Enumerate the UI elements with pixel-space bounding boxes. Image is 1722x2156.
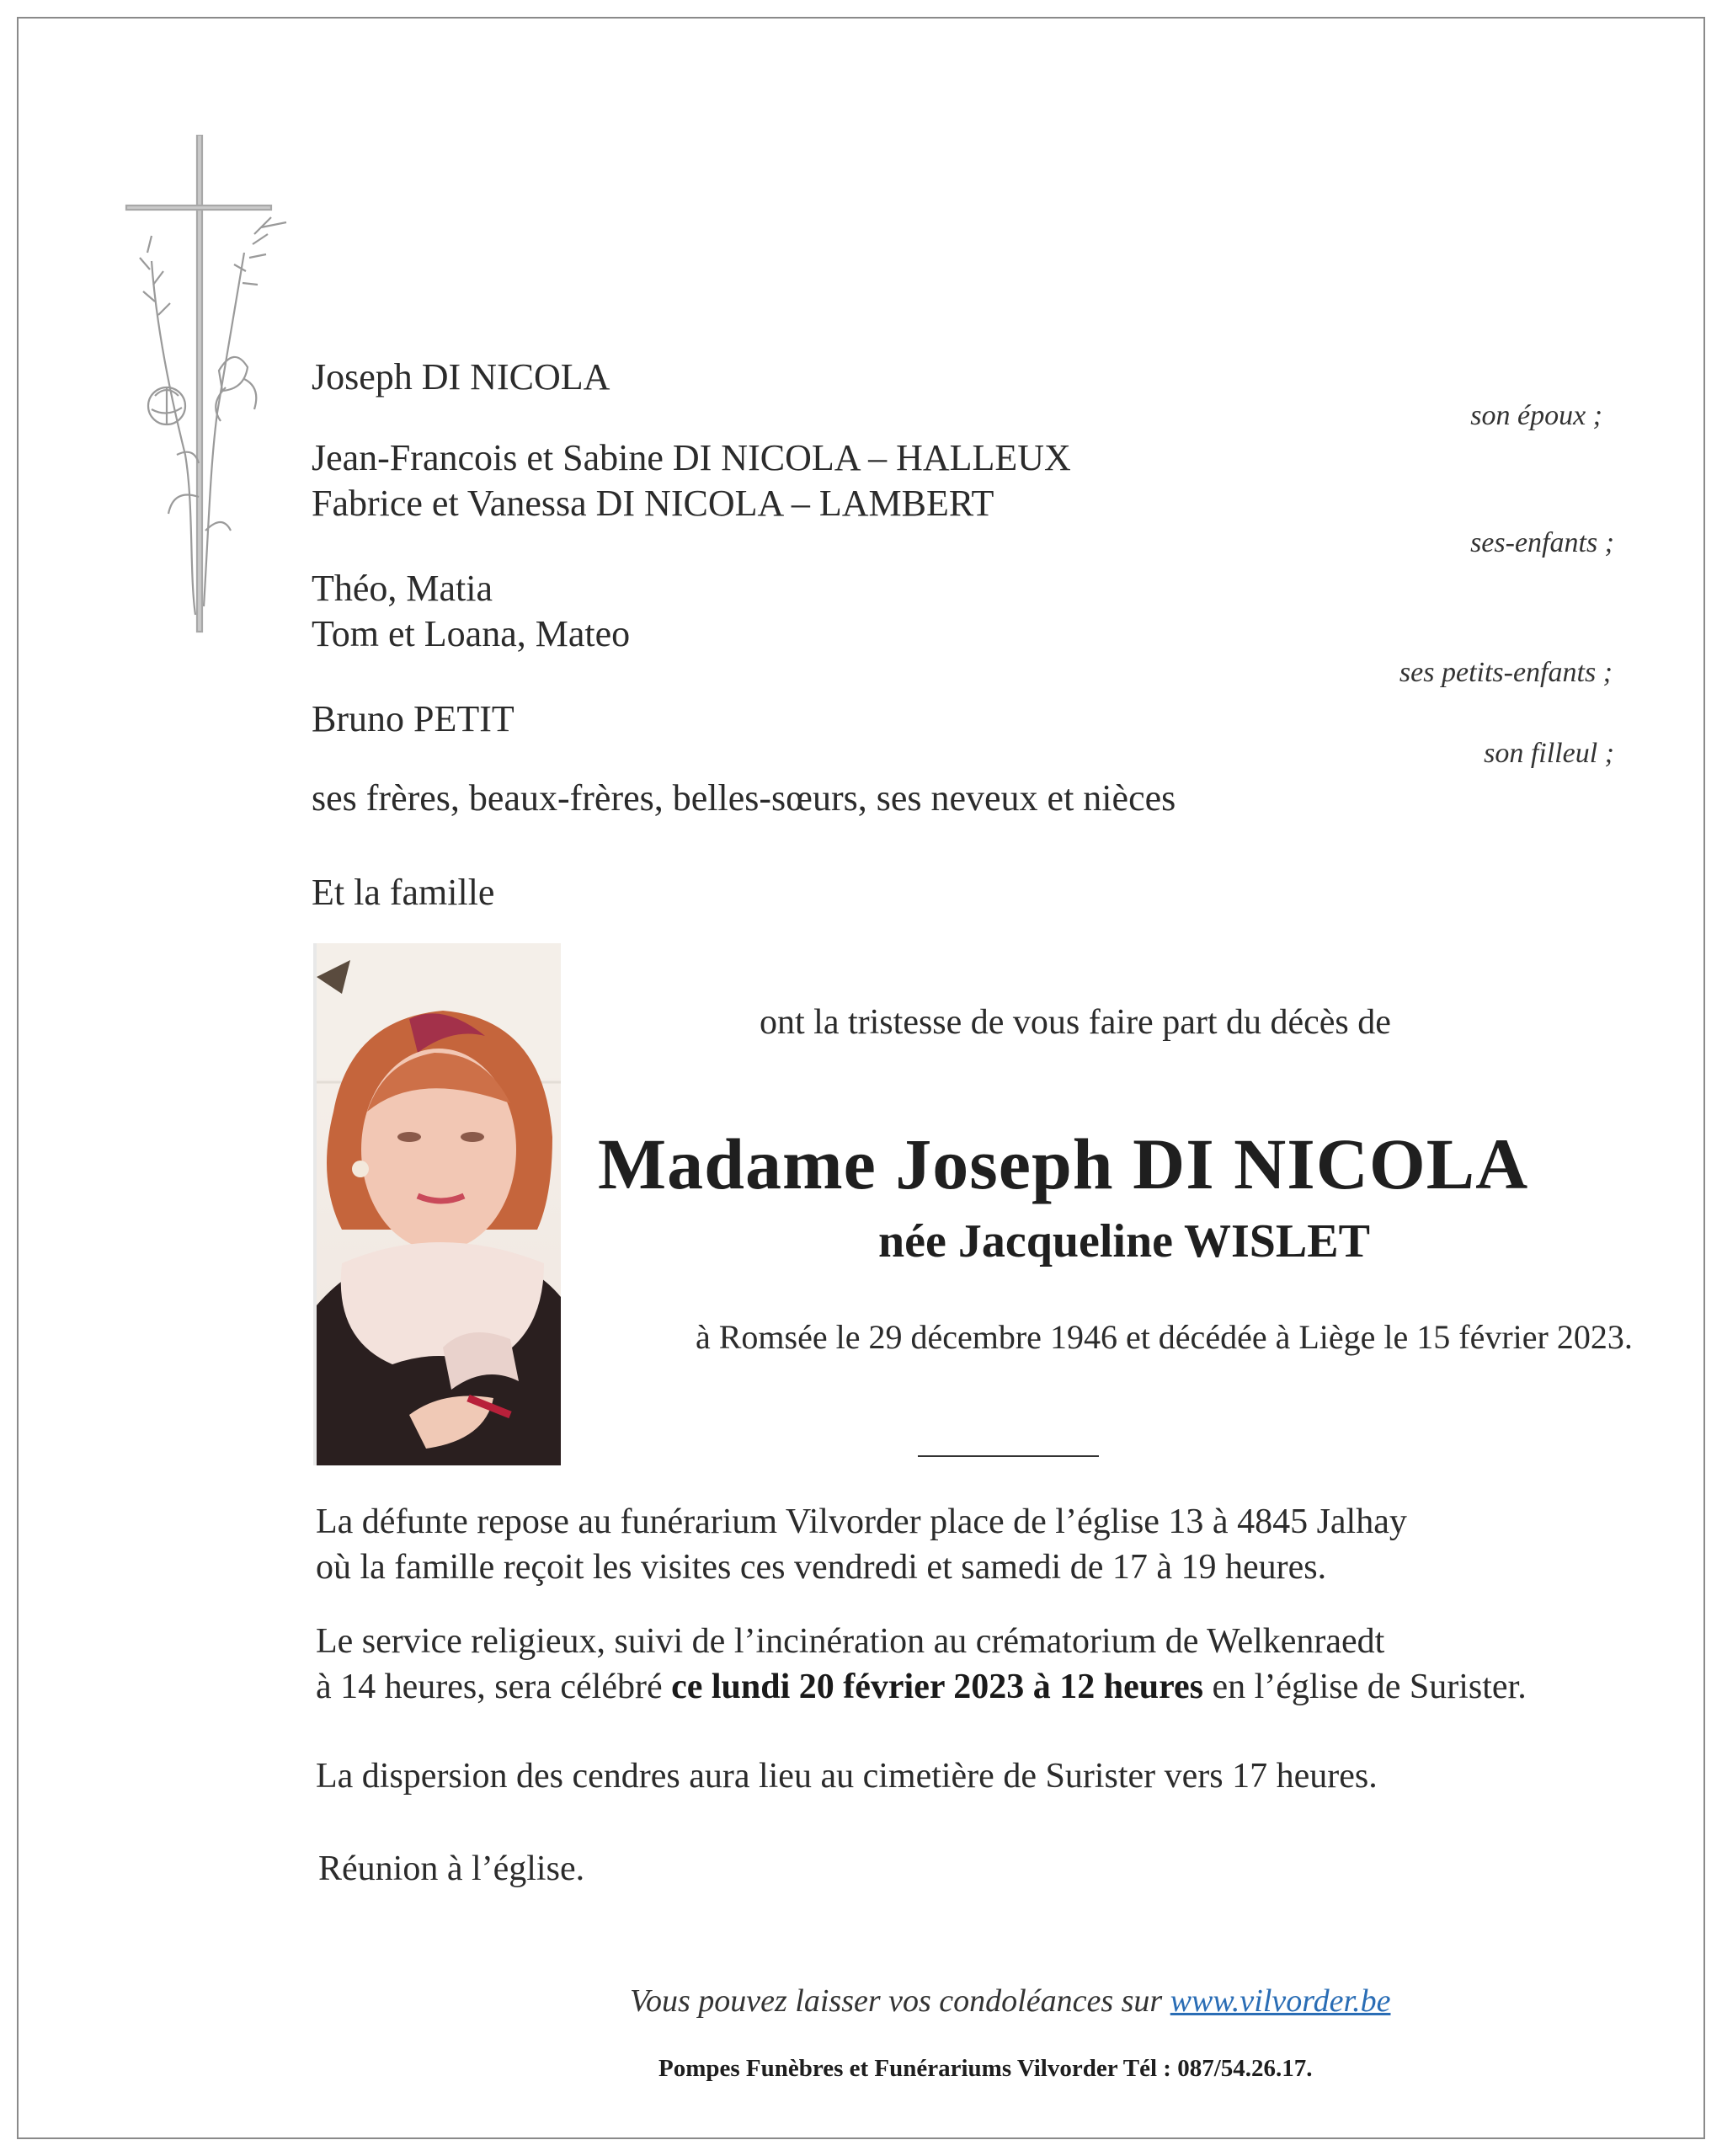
child-line-1: Jean-Francois et Sabine DI NICOLA – HALLEUX <box>312 437 1071 478</box>
divider-line <box>918 1455 1099 1457</box>
grandchildren-role: ses petits-enfants ; <box>1399 657 1613 688</box>
repose-line-1: La défunte repose au funérarium Vilvorder place de l’église 13 à 4845 Jalhay <box>316 1502 1407 1541</box>
service-line-2-end: en l’église de Surister. <box>1202 1668 1527 1706</box>
service-line-2-start: à 14 heures, sera célébré <box>316 1668 672 1706</box>
repose-line-2: où la famille reçoit les visites ces vendredi et samedi de 17 à 19 heures. <box>316 1548 1327 1587</box>
children-role: ses-enfants ; <box>1470 527 1614 558</box>
service-paragraph <box>316 1619 1527 1710</box>
godson-name: Bruno PETIT <box>312 698 514 739</box>
child-line-2: Fabrice et Vanessa DI NICOLA – LAMBERT <box>312 483 994 524</box>
condolences-link[interactable]: www.vilvorder.be <box>1170 1983 1391 2019</box>
portrait-photo <box>317 943 561 1465</box>
grandchildren-line-1: Théo, Matia <box>312 568 493 609</box>
godson-role: son filleul ; <box>1484 738 1614 769</box>
repose-paragraph <box>316 1499 1407 1590</box>
dispersion-line: La dispersion des cendres aura lieu au cimetière de Surister vers 17 heures. <box>316 1757 1378 1796</box>
announcement-intro: ont la tristesse de vous faire part du décès de <box>760 1003 1391 1042</box>
condolences-line <box>630 1983 1390 2020</box>
maiden-name: née Jacqueline WISLET <box>878 1215 1370 1267</box>
condolences-text: Vous pouvez laisser vos condoléances sur <box>630 1983 1170 2019</box>
birth-death-dates: à Romsée le 29 décembre 1946 et décédée à Liège le 15 février 2023. <box>696 1318 1633 1356</box>
service-line-1: Le service religieux, suivi de l’incinération au crématorium de Welkenraedt <box>316 1622 1385 1661</box>
cross-with-flowers-icon <box>118 135 312 640</box>
service-date-time: ce lundi 20 février 2023 à 12 heures <box>671 1668 1203 1706</box>
family-line: Et la famille <box>312 872 495 913</box>
deceased-name: Madame Joseph DI NICOLA <box>598 1123 1529 1204</box>
reunion-line: Réunion à l’église. <box>318 1849 585 1888</box>
footer-contact: Pompes Funèbres et Funérariums Vilvorder Tél : 087/54.26.17. <box>658 2055 1313 2082</box>
spouse-name: Joseph DI NICOLA <box>312 356 610 398</box>
grandchildren-line-2: Tom et Loana, Mateo <box>312 613 631 654</box>
siblings-line: ses frères, beaux-frères, belles-sœurs, ses neveux et nièces <box>312 777 1176 819</box>
spouse-role: son époux ; <box>1470 400 1602 431</box>
service-line-2 <box>316 1664 1527 1710</box>
